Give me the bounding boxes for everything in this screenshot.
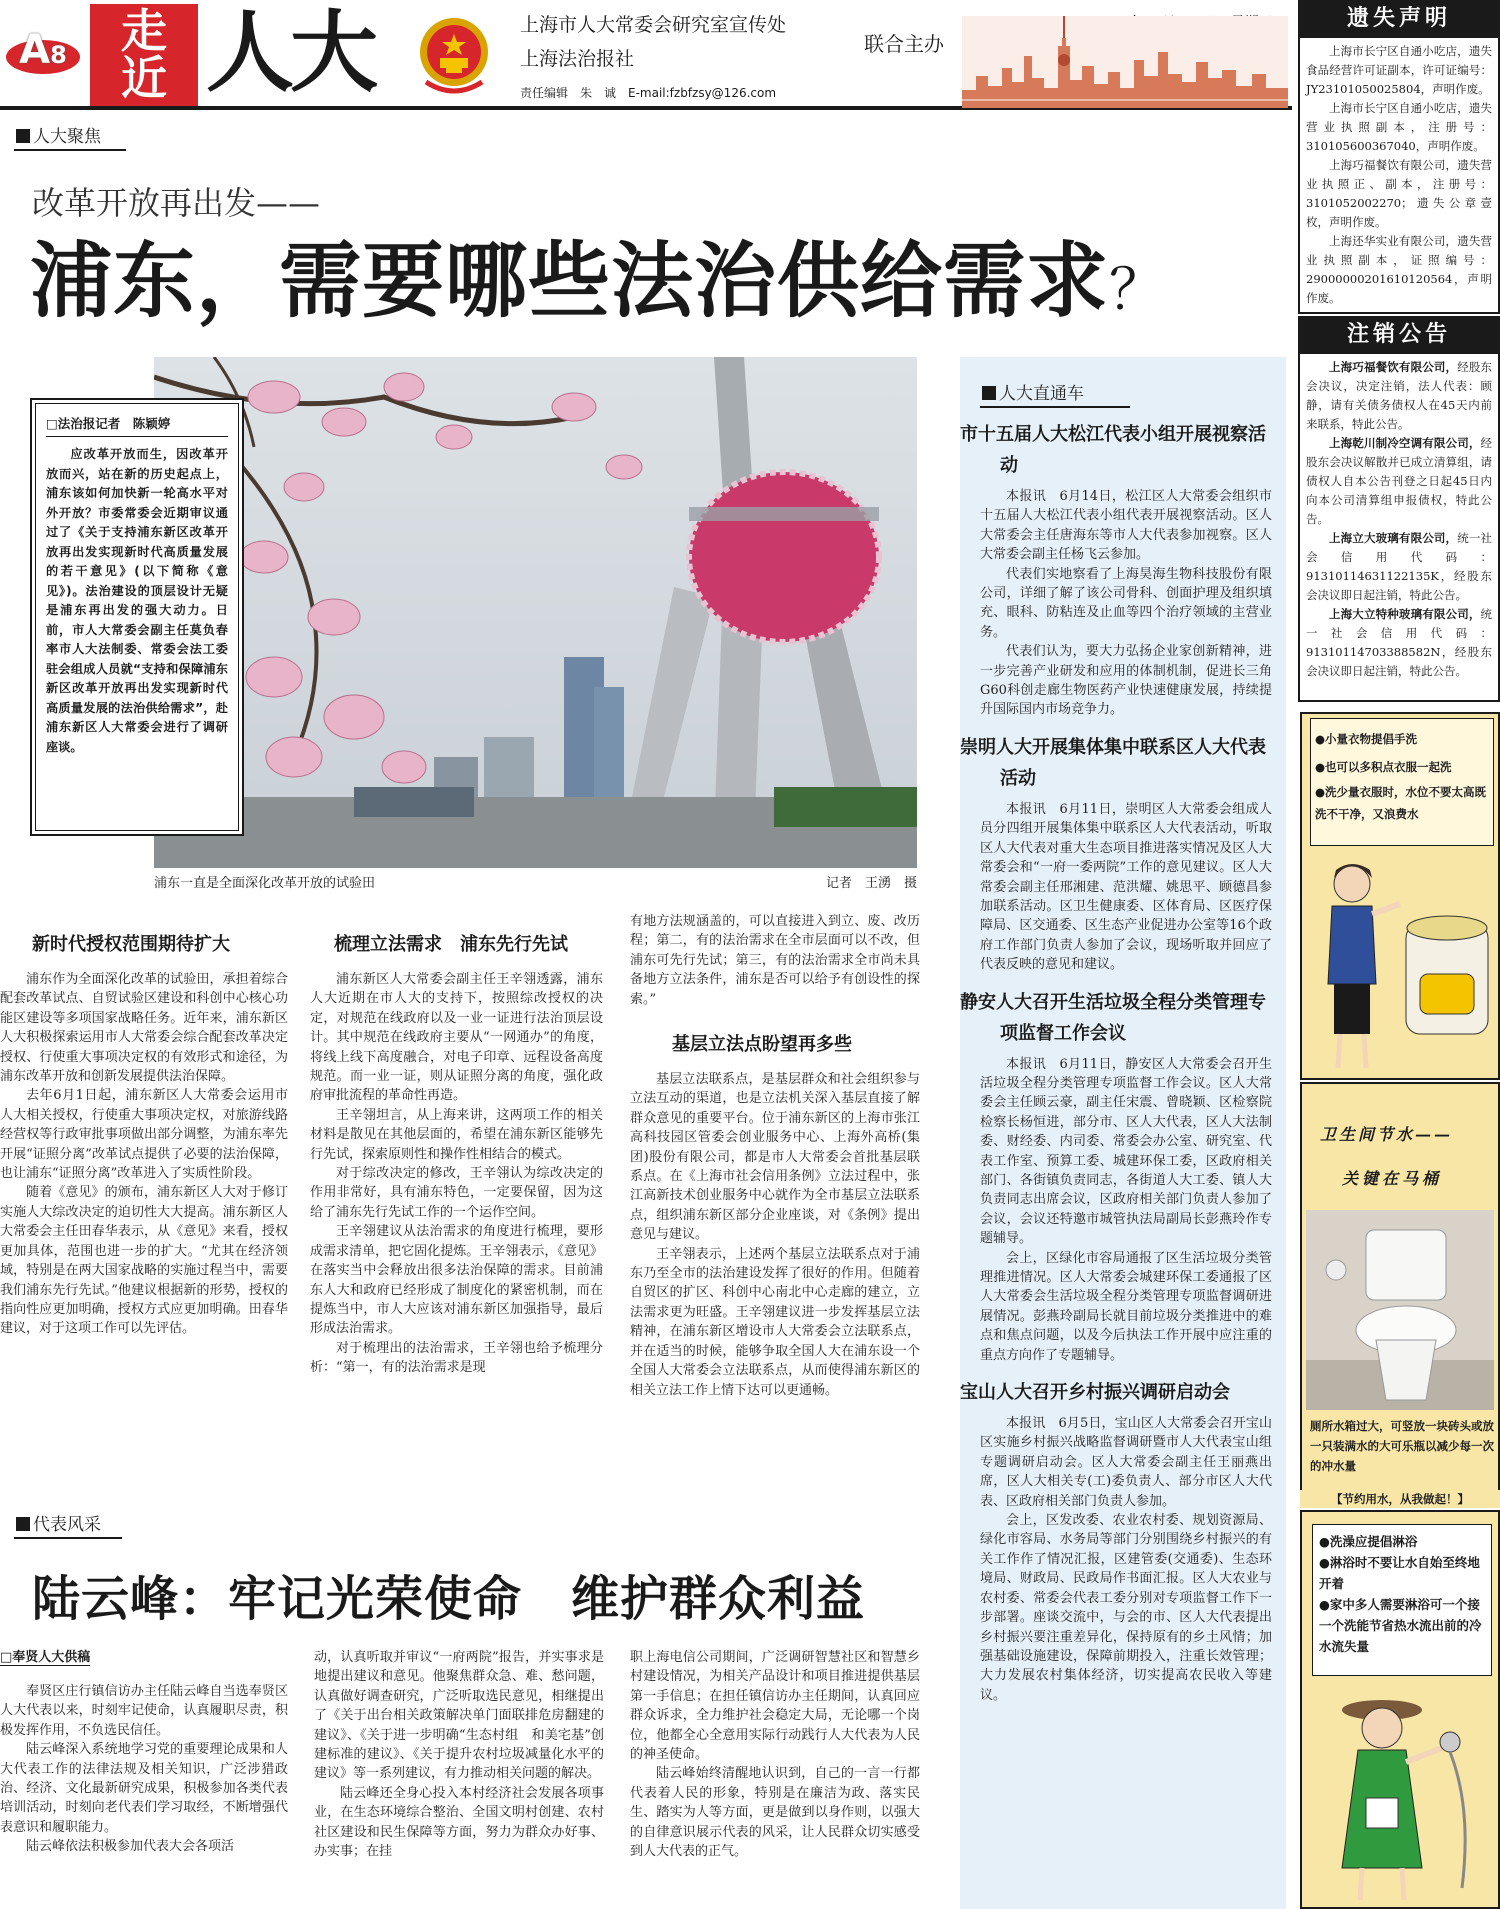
shanghai-skyline-icon [962,16,1288,108]
paragraph: 对于梳理出的法治需求，王辛翎也给予梳理分析：“第一，有的法治需求是现 [310,1340,603,1376]
lead-column-2 [310,970,603,1378]
tip-item: ●淋浴时不要让水自始至终地开着 [1319,1555,1480,1591]
lead-intro: 应改革开放而生，因改革开放而兴，站在新的历史起点上，浦东该如何加快新一轮高水平对外开放？市委常委会近期审议通过了《关于支持浦东新区改革开放再出发实现新时代高质量发展的若干意见》(以下简称《意见》)。法治建设的顶层设计无疑是浦东再出发的强大动力。日前，市人大常委会副主任莫负春率市人大法制委、常委会法工委驻会组成人员就“支持和保障浦东新区改革开放再出发实现新时代高质量发展的法治供给需求”，赴浦东新区人大常委会进行了调研座谈。 [46,447,228,754]
news-body [980,1055,1272,1366]
photo-caption-text: 浦东一直是全面深化改革开放的试验田 [154,876,376,891]
lead-column-3 [630,1070,920,1400]
notices-column [1298,0,1500,702]
cancel-notice-item: 上海乾川制冷空调有限公司，经股东会决议解散并已成立清算组，请债权人自本公告刊登之日起45日内向本公司清算组申报债权，特此公告。 [1306,436,1492,526]
photo-caption [154,872,917,891]
lost-notice-item: 上海还华实业有限公司，遗失营业执照副本，证照编号：29000000201610120564，声明作废。 [1306,234,1492,305]
feature-byline: □奉贤人大供稿 [0,1646,90,1666]
slogan-2: 关键在马桶 [1342,1169,1443,1188]
toilet-icon [1306,1210,1494,1410]
page-number: A8 [6,22,80,78]
lost-notice-item: 上海市长宁区自通小吃店，遗失食品经营许可证副本，许可证编号：JY23101050025804，声明作废。 [1306,44,1492,96]
lead-photo [154,357,917,868]
paragraph: 动，认真听取并审议“一府两院”报告，并实事求是地提出建议和意见。他聚焦群众急、难、愁问题，认真做好调查研究，广泛听取选民意见，相继提出了《关于出台相关政策解决单门面联排危房翻建的建议》、《关于进一步明确“生态村组 和美宅基”创建标准的建议》、《关于提升农村垃圾减量化水平的建议》等一系列建议，有力推动相关问题的解决。 [314,1650,604,1782]
cancel-notice-item: 上海巧福餐饮有限公司，经股东会决议，决定注销，法人代表：顾静，请有关债务债权人在45天内前来联系，特此公告。 [1306,360,1493,431]
paragraph: 浦东新区人大常委会副主任王辛翎透露，浦东人大近期在市人大的支持下，按照综改授权的决定，对规范在线政府以及一业一证进行法治顶层设计。其中规范在线政府主要从“一网通办”的角度，将线上线下高度融合，对电子印章、远程设备高度规范。而一业一证，则从证照分离的角度，强化政府审批流程的革命性再造。 [310,972,603,1104]
cancel-notice-item: 上海立大玻璃有限公司，统一社会信用代码：91310114631122135K，经股东会决议即日起注销，特此公告。 [1306,531,1493,602]
paragraph: 有地方法规涵盖的，可以直接进入到立、废、改历程；第二，有的法治需求在全市层面可以不改，但浦东可先行先试；第三，有的法治需求全市尚未具备地方立法条件，浦东是否可以给予有创设性的探索。” [630,914,920,1007]
feature-column-2 [314,1648,604,1861]
paragraph: 本报讯 6月14日，松江区人大常委会组织市十五届人大松江代表小组代表开展视察活动。区人大常委会主任唐海东等市人大代表参加视察。区人大常委会副主任杨飞云参加。 [980,489,1272,563]
paragraph: 代表们实地察看了上海昊海生物科技股份有限公司，详细了解了该公司骨科、创面护理及组织填充、眼科、防粘连及止血等四个治疗领域的主营业务。 [980,566,1272,640]
cancel-notice-item: 上海大立特种玻璃有限公司，统一社会信用代码：91310114703388582N，经股东会决议即日起注销，特此公告。 [1306,607,1492,678]
paragraph: 王辛翎表示，上述两个基层立法联系点对于浦东乃至全市的法治建设发挥了很好的作用。但随着自贸区的扩区、科创中心南北中心走廊的建立，立法需求更为旺盛。王辛翎建议进一步发挥基层立法精神，在浦东新区增设市人大常委会立法联系点，并在适当的时候，能够争取全国人大在浦东设一个全国人大常委会立法联系点，从而使得浦东新区的相关立法工作上情下达可以更通畅。 [630,1246,920,1398]
paragraph: 浦东作为全面深化改革的试验田，承担着综合配套改革试点、自贸试验区建设和科创中心核心功能区建设等多项国家战略任务。近年来，浦东新区人大积极探索运用市人大常委会综合配套改革决定授权、行使重大事项决定权的有效形式和途径，为浦东改革开放和创新发展提供法治保障。 [0,972,288,1085]
water-saving-ad-laundry [1300,712,1500,1080]
paragraph: 去年6月1日起，浦东新区人大常委会运用市人大相关授权，行使重大事项决定权，对旅游线路经营权等行政审批事项做出部分调整，为浦东率先开展“证照分离”改革试点提供了必要的法治保障，也让浦东“证照分离”改革进入了实质性阶段。 [0,1088,288,1182]
tip-item: ●也可以多积点衣服一起洗 [1315,760,1452,774]
lead-intro-box [30,398,244,836]
lead-column-1 [0,970,288,1339]
laundry-tips [1310,718,1494,846]
lost-notice-item: 上海巧福餐饮有限公司，遗失营业执照正、副本，注册号：3101052002270；遗失公章壹枚，声明作废。 [1306,158,1492,229]
feature-column-1 [0,1682,288,1857]
organizers [520,8,860,76]
ad-tagline: 【节约用水，从我做起！】 [1300,1490,1500,1508]
water-saving-ad-shower [1300,1510,1500,1909]
lost-notice-box [1298,38,1500,314]
lead-column-3-top [630,912,920,1009]
paragraph: 陆云峰深入系统地学习党的重要理论成果和人大代表工作的法律法规及相关知识，广泛涉猎政治、经济、文化最新研究成果，积极参加各类代表培训活动，时刻向老代表们学习取经，不断增强代表意识和履职能力。 [0,1742,288,1835]
news-body [980,800,1272,975]
news-title: 宝山人大召开乡村振兴调研启动会 [960,1382,1230,1404]
news-item [960,419,1272,720]
editor-line: 责任编辑 朱 诚 E-mail:fzbfzsy@126.com [520,86,777,100]
woman-with-shower-icon [1312,1688,1492,1903]
news-body [980,1414,1272,1705]
paragraph: 陆云峰还全身心投入本村经济社会发展各项事业，在生态环境综合整治、全国文明村创建、农村社区建设和民生保障等方面，努力为群众办好事、办实事；在挂 [314,1785,604,1860]
co-host: 联合主办 [864,32,944,56]
paragraph: 会上，区发改委、农业农村委、规划资源局、绿化市容局、水务局等部门分别围绕乡村振兴的有关工作作了情况汇报，区建管委(交通委)、生态环境局、财政局、民政局作书面汇报。区人大农业与农村委、常委会代表工委分别对专项监督工作下一步部署。座谈交流中，与会的市、区人大代表提出乡村振兴要注重差异化，保持原有的乡土风情；加强基础设施建设，保障前期投入，注重长效管理；大力发展农村集体经济，切实提高农民收入等建议。 [980,1513,1272,1703]
news-title: 市十五届人大松江代表小组开展视察活动 [960,424,1266,476]
paragraph: 奉贤区庄行镇信访办主任陆云峰自当选奉贤区人大代表以来，时刻牢记使命，认真履职尽责，积极发挥作用，不负选民信任。 [0,1684,288,1738]
lead-kicker: 改革开放再出发—— [32,184,321,222]
lead-subhead-2: 梳理立法需求 浦东先行先试 [334,934,568,955]
column-name-zoujin: 走近 [90,4,198,106]
news-body [980,487,1272,720]
lost-notice-item: 上海市长宁区自通小吃店，遗失营业执照副本，注册号：310105600367040，声明作废。 [1306,101,1492,153]
paragraph: 本报讯 6月11日，崇明区人大常委会组成人员分四组开展集体集中联系区人大代表活动，听取区人大代表对重大生态项目推进落实情况及区人大常委会和“一府一委两院”工作的意见建议。区人大常委会副主任邢湘建、范洪耀、姚思平、顾德昌参加联系活动。区卫生健康委、区体育局、区医疗保障局、区交通委、区生态产业促进办公室等16个政府工作部门负责人参加了会议，现场听取并回应了代表反映的意见和建议。 [980,801,1272,973]
lead-subhead-3: 基层立法点盼望再多些 [672,1034,852,1055]
paragraph: 陆云峰依法积极参加代表大会各项活 [26,1839,235,1855]
news-list [960,419,1272,1705]
tip-item: ●洗少量衣服时，水位不要太高既洗不干净，又浪费水 [1315,785,1487,821]
section-label-focus: 人大聚焦 [14,122,126,151]
news-item [960,1377,1272,1705]
org-1: 上海市人大常委会研究室宣传处 [520,14,787,36]
news-column [960,357,1286,1909]
photo-credit: 记者 王湧 摄 [825,876,917,891]
paragraph: 王辛翎建议从法治需求的角度进行梳理，要形成需求清单，把它固化提炼。王辛翎表示，《意见》在落实当中会释放出很多法治保障的需求。目前浦东人大和政府已经形成了制度化的紧密机制，而在提炼当中，市人大应该对浦东新区加强指导，最后形成法治需求。 [310,1224,603,1337]
section-label-news: 人大直通车 [980,379,1130,408]
paragraph: 陆云峰始终清醒地认识到，自己的一言一行都代表着人民的形象，特别是在廉洁为政、落实民生、踏实为人等方面，更是做到以身作则，以强大的自律意识展示代表的风采，让人民群众切实感受到人大代表的正气。 [630,1766,920,1860]
national-emblem-icon [416,12,492,96]
cancel-notice-title: 注销公告 [1298,316,1500,354]
paragraph: 王辛翎坦言，从上海来讲，这两项工作的相关材料是散见在其他层面的，希望在浦东新区能够先行先试，探索原则性和操作性相结合的模式。 [310,1107,603,1162]
water-saving-ad-toilet [1300,1082,1500,1508]
news-title: 静安人大召开生活垃圾全程分类管理专项监督工作会议 [960,991,1266,1044]
paragraph: 职上海电信公司期间，广泛调研智慧社区和智慧乡村建设情况，为相关产品设计和项目推进提供基层第一手信息；在担任镇信访办主任期间，认真回应群众诉求，全力维护社会稳定大局，无论哪一个岗位，他都全心全意用实际行动践行人大代表为人民的神圣使命。 [630,1650,920,1763]
paragraph: 代表们认为，要大力弘扬企业家创新精神，进一步完善产业研发和应用的体制机制，促进长三角G60科创走廊生物医药产业快速健康发展，持续提升国际国内市场竞争力。 [980,644,1272,718]
paragraph: 本报讯 6月5日，宝山区人大常委会召开宝山区实施乡村振兴战略监督调研暨市人大代表宝山组专题调研启动会。区人大常委会副主任王丽燕出席，区人大相关专(工)委负责人、部分市区人大代表、区政府相关部门负责人参加。 [980,1416,1272,1509]
paragraph: 基层立法联系点，是基层群众和社会组织参与立法互动的渠道，也是立法机关深入基层直接了解群众意见的重要平台。位于浦东新区的上海市张江高科技园区管委会创业服务中心、上海外高桥(集团)股份有限公司，都是市人大常委会首批基层联系点。在《上海市社会信用条例》立法过程中，张江高新技术创业服务中心就作为全市基层立法联系点，组织浦东新区部分企业座谈，对《条例》提出意见与建议。 [630,1072,920,1243]
slogan-1: 卫生间节水—— [1320,1125,1454,1144]
paragraph: 对于综改决定的修改，王辛翎认为综改决定的作用非常好，具有浦东特色，一定要保留，因为这给了浦东先行先试工作的一个运作空间。 [310,1166,603,1220]
cancel-notice-box [1298,354,1500,702]
news-title: 崇明人大开展集体集中联系区人大代表活动 [960,736,1266,789]
feature-headline: 陆云峰：牢记光荣使命 维护群众利益 [32,1571,866,1627]
column-name-renda: 人大 [206,1,375,104]
news-item [960,732,1272,975]
paragraph: 会上，区绿化市容局通报了区生活垃圾分类管理推进情况。区人大常委会城建环保工委通报了区人大常委会生活垃圾全程分类管理专项监督调研进展情况。彭燕玲副局长就目前垃圾分类推进中的难点和焦点问题，以及今后执法工作开展中应注重的重点方向作了专题辅导。 [980,1250,1272,1363]
shower-tips [1312,1524,1492,1676]
news-item [960,987,1272,1366]
toilet-tip: 厕所水箱过大，可竖放一块砖头或放一只装满水的大可乐瓶以减少每一次的冲水量 [1310,1419,1494,1473]
lead-byline: □法治报记者 陈颖婷 [46,414,228,437]
paragraph: 本报讯 6月11日，静安区人大常委会召开生活垃圾全程分类管理专项监督工作会议。区人大常委会主任顾云豪，副主任宋震、曾晓颖、区检察院检察长杨恒进，部分市、区人大代表，区人大法制委、财经委、内司委、常委会办公室、研究室、代表工作室、预算工委、城建环保工委，区政府相关部门、各街镇负责同志，各街道人大工委、镇人大负责同志出席会议，区政府相关部门负责人参加了会议，会议还特邀市城管执法局副局长彭燕玲作专题辅导。 [980,1056,1272,1247]
woman-with-washer-icon [1310,854,1494,1074]
lost-notice-title: 遗失声明 [1298,0,1500,38]
feature-column-3 [630,1648,920,1861]
tip-item: ●洗澡应提倡淋浴 [1319,1534,1418,1549]
lead-subhead-1: 新时代授权范围期待扩大 [32,934,230,955]
org-2: 上海法治报社 [520,48,635,70]
paragraph: 随着《意见》的颁布，浦东新区人大对于修订实施人大综改决定的迫切性大大提高。浦东新区人大常委会主任田春华表示，从《意见》来看，授权更加具体，范围也进一步的扩大。“尤其在经济领域，特别是在两大国家战略的实施过程当中，需要我们浦东先行先试。”他建议根据新的形势，授权的指向性应更加明确，授权方式应更加明确。田春华建议，对于这项工作可以先评估。 [0,1185,288,1337]
tip-item: ●小量衣物提倡手洗 [1315,732,1418,746]
section-label-profile: 代表风采 [14,1510,122,1539]
lead-headline: 浦东，需要哪些法治供给需求？ [30,234,1167,329]
tip-item: ●家中多人需要淋浴可一个接一个洗能节省热水流出前的冷水流失量 [1319,1597,1482,1654]
